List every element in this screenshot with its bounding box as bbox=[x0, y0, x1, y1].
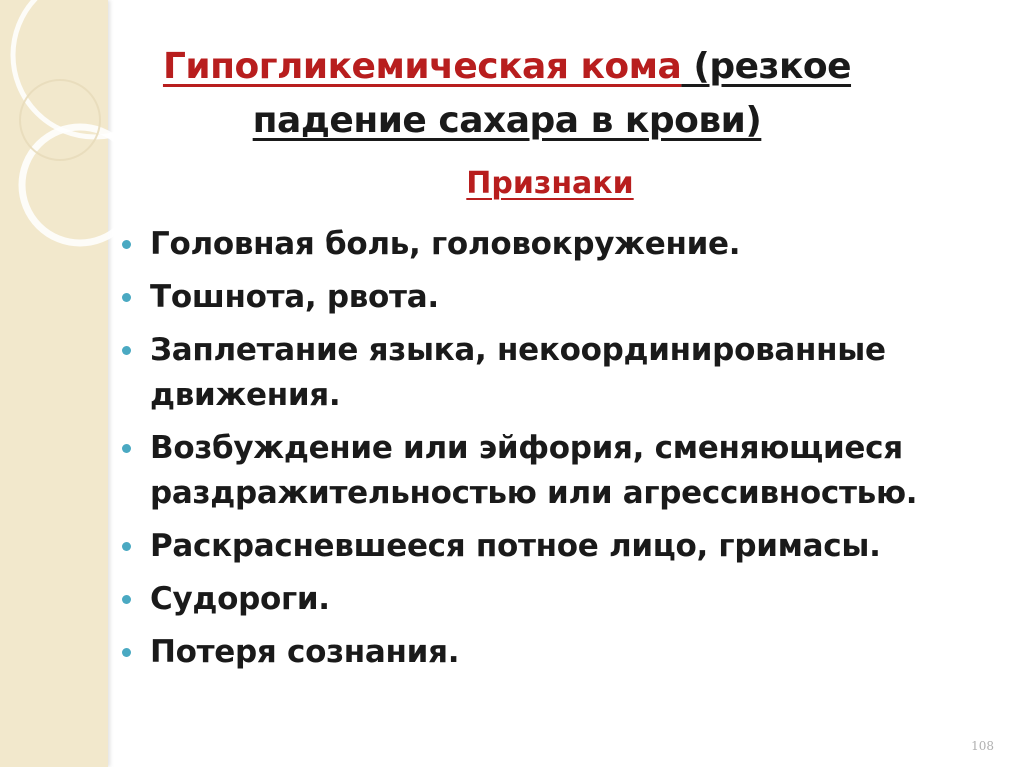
list-item bbox=[118, 275, 998, 320]
list-item bbox=[118, 577, 998, 622]
list-item-text: Заплетание языка, некоординированные движения. bbox=[150, 332, 886, 413]
bullet-dot-icon bbox=[122, 595, 131, 604]
title-line2: падение сахара в крови) bbox=[252, 100, 762, 141]
list-item-text: Потеря сознания. bbox=[150, 634, 460, 670]
title-rest-line1: (резкое bbox=[681, 46, 852, 87]
list-item bbox=[118, 328, 998, 418]
bullet-dot-icon bbox=[122, 293, 131, 302]
list-item-text: Возбуждение или эйфория, сменяющиеся раздражительностью или агрессивностью. bbox=[150, 430, 918, 511]
list-item-text: Тошнота, рвота. bbox=[150, 279, 439, 315]
subtitle-signs: Признаки bbox=[466, 166, 634, 201]
bullet-dot-icon bbox=[122, 240, 131, 249]
title-highlight: Гипогликемическая кома bbox=[162, 46, 682, 87]
list-item-text: Раскрасневшееся потное лицо, гримасы. bbox=[150, 528, 881, 564]
bullet-dot-icon bbox=[122, 346, 131, 355]
list-item bbox=[118, 524, 998, 569]
list-item bbox=[118, 630, 998, 675]
list-item bbox=[118, 426, 998, 516]
symptom-list bbox=[118, 222, 998, 683]
page-number: 108 bbox=[971, 739, 994, 753]
slide-title bbox=[0, 40, 1014, 148]
list-item-text: Головная боль, головокружение. bbox=[150, 226, 741, 262]
bullet-dot-icon bbox=[122, 542, 131, 551]
list-item bbox=[118, 222, 998, 267]
bullet-dot-icon bbox=[122, 444, 131, 453]
list-item-text: Судороги. bbox=[150, 581, 330, 617]
bullet-dot-icon bbox=[122, 648, 131, 657]
